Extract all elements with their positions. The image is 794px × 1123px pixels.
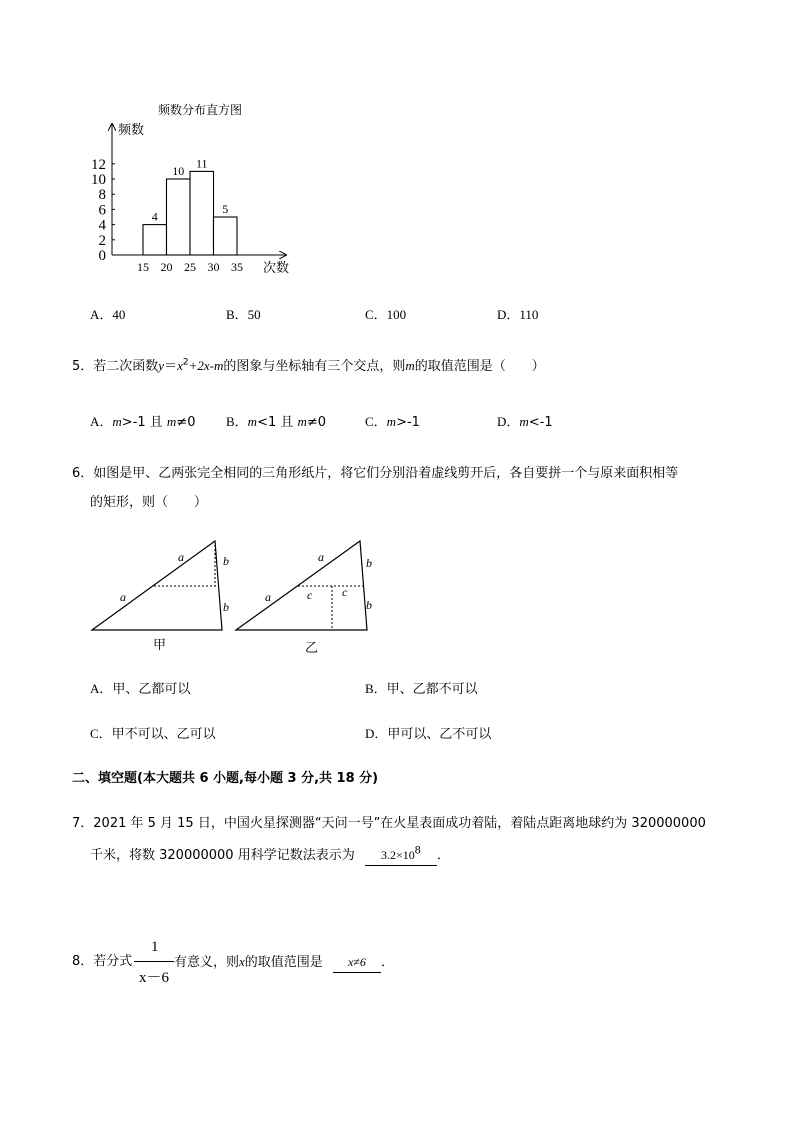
q6-stem-line2: 的矩形，则（ ）	[90, 495, 208, 510]
q5-stem: 5．若二次函数$y=x^2+2x-m$的图象与坐标轴有三个交点，则m的取值范围是（ ）	[72, 357, 545, 374]
q6-figure	[85, 535, 385, 655]
jia-label-a-lower: a	[120, 590, 126, 604]
q8-prefix: 8．若分式	[72, 954, 133, 969]
yi-label-b-upper: b	[366, 556, 372, 570]
yi-label-a-upper: a	[318, 550, 324, 564]
q8-answer-blank[interactable]: x≠6	[333, 953, 381, 973]
histogram-title: 频数分布直方图	[158, 103, 243, 117]
histogram-bar	[214, 217, 238, 255]
bar-value-label: 4	[151, 209, 158, 224]
q6-option-a[interactable]: A．甲、乙都可以	[90, 681, 191, 697]
jia-label-b-upper: b	[223, 554, 229, 568]
q5-option-b[interactable]: B．m<1 且 m≠0	[226, 414, 327, 430]
q4-option-a[interactable]: A．40	[90, 307, 126, 322]
yi-label-a-lower: a	[265, 590, 271, 604]
jia-caption: 甲	[153, 638, 167, 653]
q4-option-b[interactable]: B．50	[226, 307, 261, 322]
q6-option-c[interactable]: C．甲不可以、乙可以	[90, 726, 216, 742]
x-tick-label: 30	[207, 260, 220, 274]
jia-label-b-lower: b	[223, 600, 229, 614]
histogram-chart	[80, 120, 320, 295]
x-tick-label: 20	[160, 260, 173, 274]
q8-fraction-denominator: x－6	[139, 970, 170, 986]
histogram-y-label: 频数	[118, 123, 145, 138]
q8-fraction-bar	[134, 961, 174, 962]
q8-fraction-numerator: 1	[151, 939, 159, 955]
q5-option-c[interactable]: C．m>-1	[365, 414, 420, 430]
histogram-bar	[190, 171, 214, 255]
q4-option-d[interactable]: D．110	[497, 307, 539, 322]
bar-value-label: 11	[195, 156, 208, 171]
q6-stem-line1: 6．如图是甲、乙两张完全相同的三角形纸片，将它们分别沿着虚线剪开后，各自要拼一个与原来面积相等	[72, 466, 679, 481]
q8-stem-rest: 有意义，则x的取值范围是 x≠6 ．	[174, 953, 394, 973]
y-tick-label: 6	[98, 202, 106, 219]
figure-yi	[236, 541, 372, 655]
y-tick-label: 10	[91, 172, 106, 188]
q7-stem-line1: 7．2021 年 5 月 15 日，中国火星探测器“天问一号”在火星表面成功着陆，着陆点距离地球约为 320000000	[72, 816, 706, 831]
x-tick-label: 15	[137, 260, 149, 274]
histogram-bar	[167, 179, 191, 255]
section-heading: 二、填空题(本大题共 6 小题,每小题 3 分,共 18 分)	[72, 771, 379, 786]
histogram-x-label: 次数	[263, 261, 290, 276]
y-tick-label: 2	[98, 232, 106, 249]
yi-label-c-left: c	[307, 588, 313, 602]
q5-option-d[interactable]: D．m<-1	[497, 414, 553, 430]
q7-stem-line2: 千米，将数 320000000 用科学记数法表示为 3.2×108 ．	[90, 846, 450, 866]
jia-label-a-upper: a	[178, 550, 184, 564]
x-tick-label: 35	[231, 260, 243, 274]
q7-answer-blank[interactable]: 3.2×108	[365, 846, 437, 866]
figure-jia	[92, 541, 229, 653]
bar-value-label: 5	[222, 202, 229, 216]
q6-option-d[interactable]: D．甲可以、乙不可以	[365, 726, 492, 742]
yi-caption: 乙	[305, 641, 319, 655]
y-tick-label: 0	[98, 248, 106, 264]
yi-label-b-lower: b	[366, 598, 372, 612]
q6-option-b[interactable]: B．甲、乙都不可以	[365, 681, 478, 697]
yi-label-c-right: c	[342, 585, 348, 599]
q5-option-a[interactable]: A．m>-1 且 m≠0	[90, 414, 196, 430]
x-tick-label: 25	[184, 260, 196, 274]
bar-value-label: 10	[172, 164, 185, 178]
histogram-bar	[143, 225, 167, 255]
y-tick-label: 4	[98, 217, 106, 234]
y-tick-label: 8	[98, 187, 106, 204]
q4-option-c[interactable]: C．100	[365, 307, 407, 322]
y-tick-label: 12	[91, 156, 106, 173]
